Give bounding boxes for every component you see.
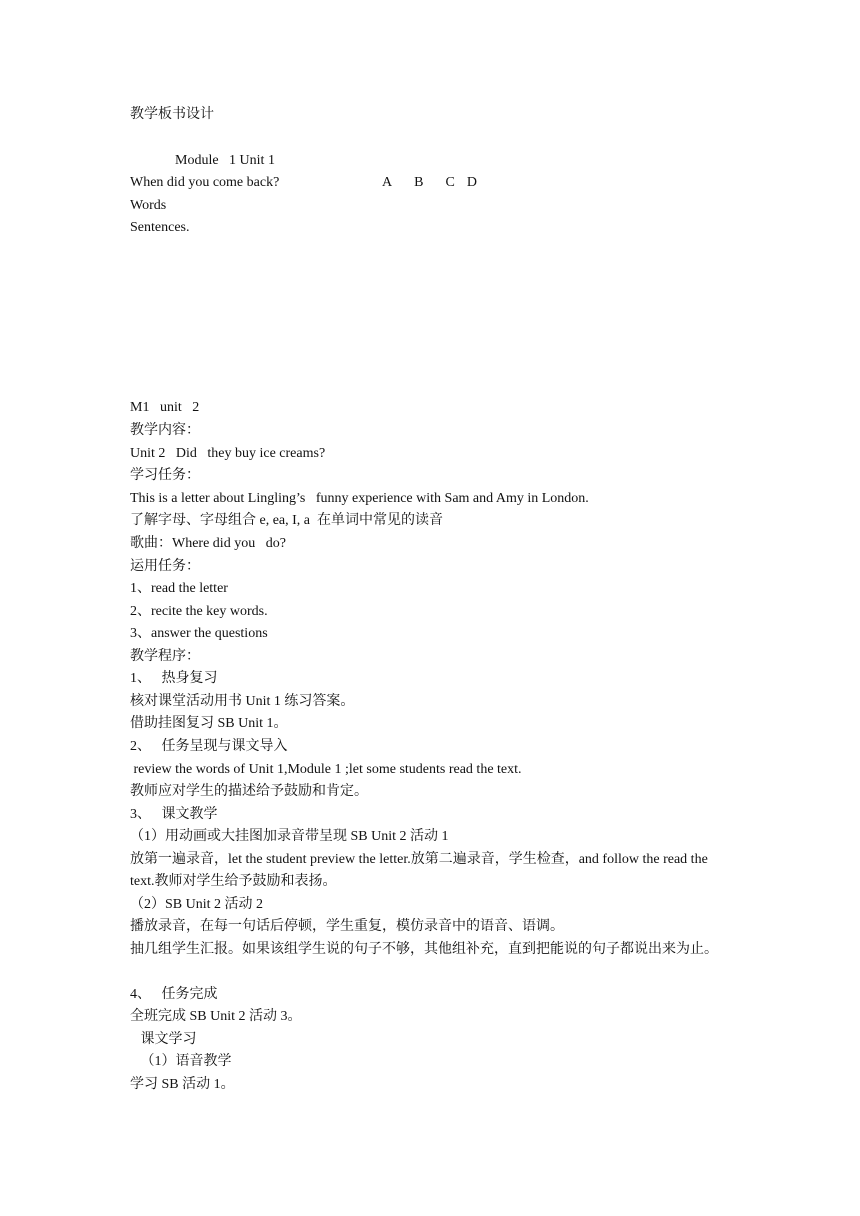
- lesson-title: M1 unit 2: [130, 400, 200, 415]
- board-words: Words: [130, 198, 167, 213]
- use-heading: 运用任务：: [130, 559, 200, 574]
- study-heading: 课文学习: [130, 1032, 197, 1047]
- step2-b: 教师应对学生的描述给予鼓励和肯定。: [130, 784, 368, 799]
- board-sentences: Sentences.: [130, 220, 190, 235]
- letter-a: A: [382, 175, 393, 190]
- step4-a: 全班完成 SB Unit 2 活动 3。: [130, 1009, 302, 1024]
- module-unit-label: Module 1 Unit 1: [175, 153, 275, 168]
- step3-c: （2）SB Unit 2 活动 2: [130, 897, 264, 912]
- study-sub: （1）语音教学: [130, 1054, 232, 1069]
- step3-title: 3、 课文教学: [130, 807, 218, 822]
- answer-letters: [368, 150, 499, 216]
- letter-b: B: [414, 175, 424, 190]
- tasks-heading: 学习任务：: [130, 468, 200, 483]
- step1-title: 1、 热身复习: [130, 671, 218, 686]
- task-phonics: 了解字母、字母组合 e, ea, I, a 在单词中常见的读音: [130, 513, 444, 528]
- letter-d: D: [466, 175, 477, 190]
- step2-a: review the words of Unit 1,Module 1 ;let some students read the text.: [130, 762, 522, 777]
- use-item-2: 2、recite the key words.: [130, 604, 268, 619]
- task-song: 歌曲：Where did you do?: [130, 536, 286, 551]
- step3-a: （1）用动画或大挂图加录音带呈现 SB Unit 2 活动 1: [130, 829, 449, 844]
- use-item-1: 1、read the letter: [130, 581, 228, 596]
- step2-title: 2、 任务呈现与课文导入: [130, 739, 288, 754]
- task-letter: This is a letter about Lingling’s funny experience with Sam and Amy in London.: [130, 491, 589, 506]
- board-question: When did you come back?: [130, 175, 280, 190]
- procedure-heading: 教学程序：: [130, 649, 200, 664]
- content-heading: 教学内容：: [130, 423, 200, 438]
- board-design-heading: 教学板书设计: [130, 107, 214, 122]
- step3-d: 播放录音，在每一句话后停顿，学生重复，模仿录音中的语音、语调。: [130, 919, 564, 934]
- unit-title: Unit 2 Did they buy ice creams?: [130, 446, 326, 461]
- use-item-3: 3、answer the questions: [130, 626, 268, 641]
- step1-b: 借助挂图复习 SB Unit 1。: [130, 716, 288, 731]
- letter-c: C: [445, 175, 455, 190]
- step3-b: 放第一遍录音，let the student preview the letter.放第二遍录音，学生检查，and follow the read the text.教师对学生给予鼓励和表扬。: [130, 852, 708, 889]
- step1-a: 核对课堂活动用书 Unit 1 练习答案。: [130, 694, 355, 709]
- study-a: 学习 SB 活动 1。: [130, 1077, 235, 1092]
- step4-title: 4、 任务完成: [130, 987, 218, 1002]
- step3-e: 抽几组学生汇报。如果该组学生说的句子不够，其他组补充，直到把能说的句子都说出来为止。: [130, 942, 718, 957]
